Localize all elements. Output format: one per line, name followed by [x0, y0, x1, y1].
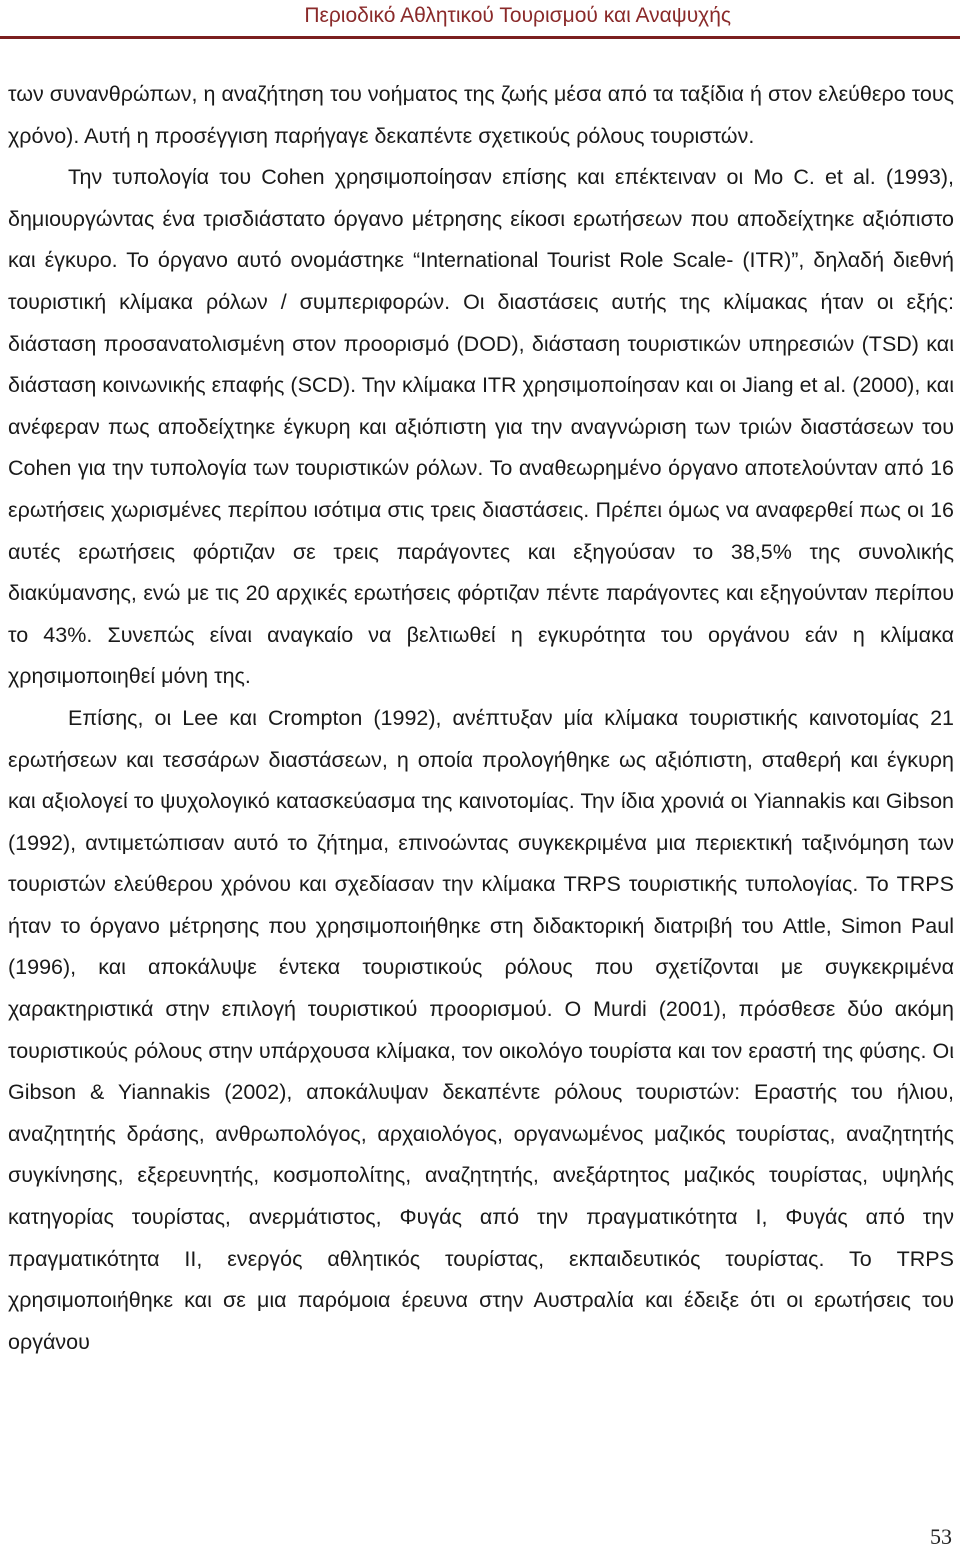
page-number: 53 [930, 1524, 952, 1549]
paragraph-cohen-typology: Την τυπολογία του Cohen χρησιμοποίησαν επίσης και επέκτειναν οι Mo C. et al. (1993), δημιουργώντας ένα τρισδιάστατο όργανο μέτρησης είκοσι ερωτήσεων που αποδείχτηκε αξιόπιστο και έγκυρο. Το όργανο αυτό ονομάστηκε “International Tourist Role Scale- (ITR)”, δηλαδή διεθνή τουριστική κλίμακα ρόλων / συμπεριφορών. Οι διαστάσεις αυτής της κλίμακας ήταν οι εξής: διάσταση προσανατολισμένη στον προορισμό (DOD), διάσταση τουριστικών υπηρεσιών (TSD) και διάσταση κοινωνικής επαφής (SCD). Την κλίμακα ITR χρησιμοποίησαν και οι Jiang et al. (2000), και ανέφεραν πως αποδείχτηκε έγκυρη και αξιόπιστη για την αναγνώριση των τριών διαστάσεων του Cohen για την τυπολογία των τουριστικών ρόλων. Το αναθεωρημένο όργανο αποτελούνταν από 16 ερωτήσεις χωρισμένες περίπου ισότιμα στις τρεις διαστάσεις. Πρέπει όμως να αναφερθεί πως οι 16 αυτές ερωτήσεις φόρτιζαν σε τρεις παράγοντες και εξηγούσαν το 38,5% της συνολικής διακύμανσης, ενώ με τις 20 αρχικές ερωτήσεις φόρτιζαν πέντε παράγοντες και εξηγούνταν περίπου το 43%. Συνεπώς είναι αναγκαίο να βελτιωθεί η εγκυρότητα του οργάνου εάν η κλίμακα χρησιμοποιηθεί μόνη της. [8, 165, 954, 689]
paragraph-continuation: των συνανθρώπων, η αναζήτηση του νοήματος της ζωής μέσα από τα ταξίδια ή στον ελεύθερο τους χρόνο). Αυτή η προσέγγιση παρήγαγε δεκαπέντε σχετικούς ρόλους τουριστών. [8, 82, 954, 148]
page-header [0, 0, 960, 40]
header-divider [0, 36, 960, 39]
journal-title: Περιοδικό Αθλητικού Τουρισμού και Αναψυχής [304, 4, 731, 27]
article-body [8, 74, 954, 1363]
paragraph-lee-crompton: Επίσης, οι Lee και Crompton (1992), ανέπτυξαν μία κλίμακα τουριστικής καινοτομίας 21 ερωτήσεων και τεσσάρων διαστάσεων, η οποία προλογήθηκε ως αξιόπιστη, σταθερή και έγκυρη και αξιολογεί το ψυχολογικό κατασκεύασμα της καινοτομίας. Την ίδια χρονιά οι Yiannakis και Gibson (1992), αντιμετώπισαν αυτό το ζήτημα, επινοώντας συγκεκριμένα μια περιεκτική ταξινόμηση των τουριστών ελεύθερου χρόνου και σχεδίασαν την κλίμακα TRPS τουριστικής τυπολογίας. Το TRPS ήταν το όργανο μέτρησης που χρησιμοποιήθηκε στη διδακτορική διατριβή του Attle, Simon Paul (1996), και αποκάλυψε έντεκα τουριστικούς ρόλους που σχετίζονται με συγκεκριμένα χαρακτηριστικά στην επιλογή τουριστικού προορισμού. Ο Murdi (2001), πρόσθεσε δύο ακόμη τουριστικούς ρόλους στην υπάρχουσα κλίμακα, τον οικολόγο τουρίστα και τον εραστή της φύσης. Οι Gibson & Yiannakis (2002), αποκάλυψαν δεκαπέντε ρόλους τουριστών: Εραστής του ήλιου, αναζητητής δράσης, ανθρωπολόγος, αρχαιολόγος, οργανωμένος μαζικός τουρίστας, αναζητητής συγκίνησης, εξερευνητής, κοσμοπολίτης, αναζητητής, ανεξάρτητος μαζικός τουρίστας, υψηλής κατηγορίας τουρίστας, ανερμάτιστος, Φυγάς από την πραγματικότητα Ι, Φυγάς από την πραγματικότητα ΙΙ, ενεργός αθλητικός τουρίστας, εκπαιδευτικός τουρίστας. Το TRPS χρησιμοποιήθηκε και σε μια παρόμοια έρευνα στην Αυστραλία και έδειξε ότι οι ερωτήσεις του οργάνου [8, 705, 954, 1354]
